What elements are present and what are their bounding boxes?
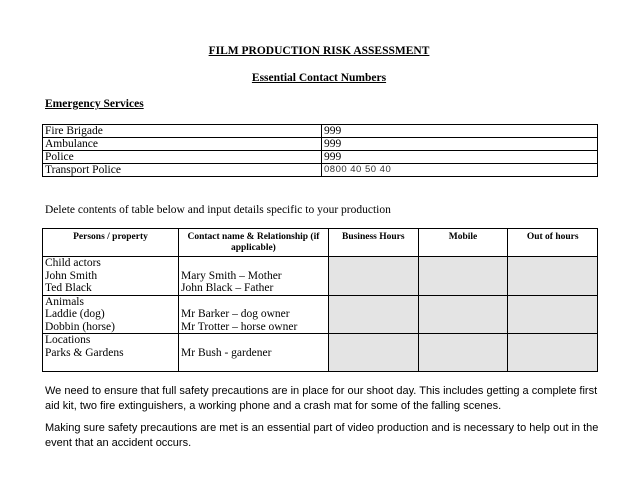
emergency-heading: Emergency Services xyxy=(45,98,144,110)
table-row xyxy=(43,164,598,177)
business-hours-cell[interactable] xyxy=(328,334,418,372)
table-row xyxy=(43,138,598,151)
persons-line: Ted Black xyxy=(45,282,92,294)
table-row xyxy=(43,257,598,296)
document-subtitle: Essential Contact Numbers xyxy=(251,72,387,84)
header-mobile: Mobile xyxy=(418,229,508,257)
contact-cell xyxy=(179,334,329,372)
persons-line: Laddie (dog) xyxy=(45,308,105,320)
mobile-cell[interactable] xyxy=(418,334,508,372)
service-cell: Fire Brigade xyxy=(43,125,322,138)
contact-line: Mary Smith – Mother xyxy=(181,269,282,282)
table-header-row xyxy=(43,229,598,257)
mobile-cell[interactable] xyxy=(418,257,508,296)
service-cell: Police xyxy=(43,151,322,164)
mobile-cell[interactable] xyxy=(418,295,508,334)
persons-line: Locations xyxy=(45,334,91,346)
header-contact: Contact name & Relationship (if applicable) xyxy=(179,229,329,257)
safety-paragraph-2: Making sure safety precautions are met is an essential part of video production and is necessary to help out in the event that an accident occurs. xyxy=(45,422,599,449)
document-title: FILM PRODUCTION RISK ASSESSMENT xyxy=(208,45,430,57)
table-row xyxy=(43,295,598,334)
contact-line: Mr Trotter – horse owner xyxy=(181,320,298,333)
header-persons: Persons / property xyxy=(43,229,179,257)
service-cell: Transport Police xyxy=(43,164,322,177)
persons-line: Parks & Gardens xyxy=(45,346,124,359)
contact-line xyxy=(181,334,326,347)
number-cell: 999 xyxy=(322,151,598,164)
table-row xyxy=(43,125,598,138)
contact-line xyxy=(181,257,326,270)
table-row xyxy=(43,334,598,372)
persons-line: Dobbin (horse) xyxy=(45,320,115,333)
persons-line: Child actors xyxy=(45,257,101,269)
header-out-of-hours: Out of hours xyxy=(508,229,598,257)
header-business-hours: Business Hours xyxy=(328,229,418,257)
persons-line: John Smith xyxy=(45,269,98,282)
persons-line: Animals xyxy=(45,295,84,308)
contact-line: Mr Barker – dog owner xyxy=(181,308,290,320)
contact-line: Mr Bush - gardener xyxy=(181,346,272,359)
instruction-text: Delete contents of table below and input details specific to your production xyxy=(45,204,391,216)
safety-paragraph-1: We need to ensure that full safety precautions are in place for our shoot day. This includes getting a complete first aid kit, two fire extinguishers, a working phone and a crash mat for some of the falling scenes. xyxy=(45,385,598,412)
number-cell: 999 xyxy=(322,138,598,151)
out-of-hours-cell[interactable] xyxy=(508,334,598,372)
contact-line: John Black – Father xyxy=(181,282,274,294)
out-of-hours-cell[interactable] xyxy=(508,295,598,334)
business-hours-cell[interactable] xyxy=(328,257,418,296)
emergency-table xyxy=(42,124,598,177)
contacts-table xyxy=(42,228,598,372)
persons-cell xyxy=(43,334,179,372)
out-of-hours-cell[interactable] xyxy=(508,257,598,296)
number-cell: 999 xyxy=(322,125,598,138)
number-cell: 0800 40 50 40 xyxy=(322,164,598,177)
business-hours-cell[interactable] xyxy=(328,295,418,334)
table-row xyxy=(43,151,598,164)
contact-cell xyxy=(179,257,329,296)
persons-cell xyxy=(43,295,179,334)
contact-line xyxy=(181,296,326,309)
service-cell: Ambulance xyxy=(43,138,322,151)
contact-cell xyxy=(179,295,329,334)
persons-cell xyxy=(43,257,179,296)
